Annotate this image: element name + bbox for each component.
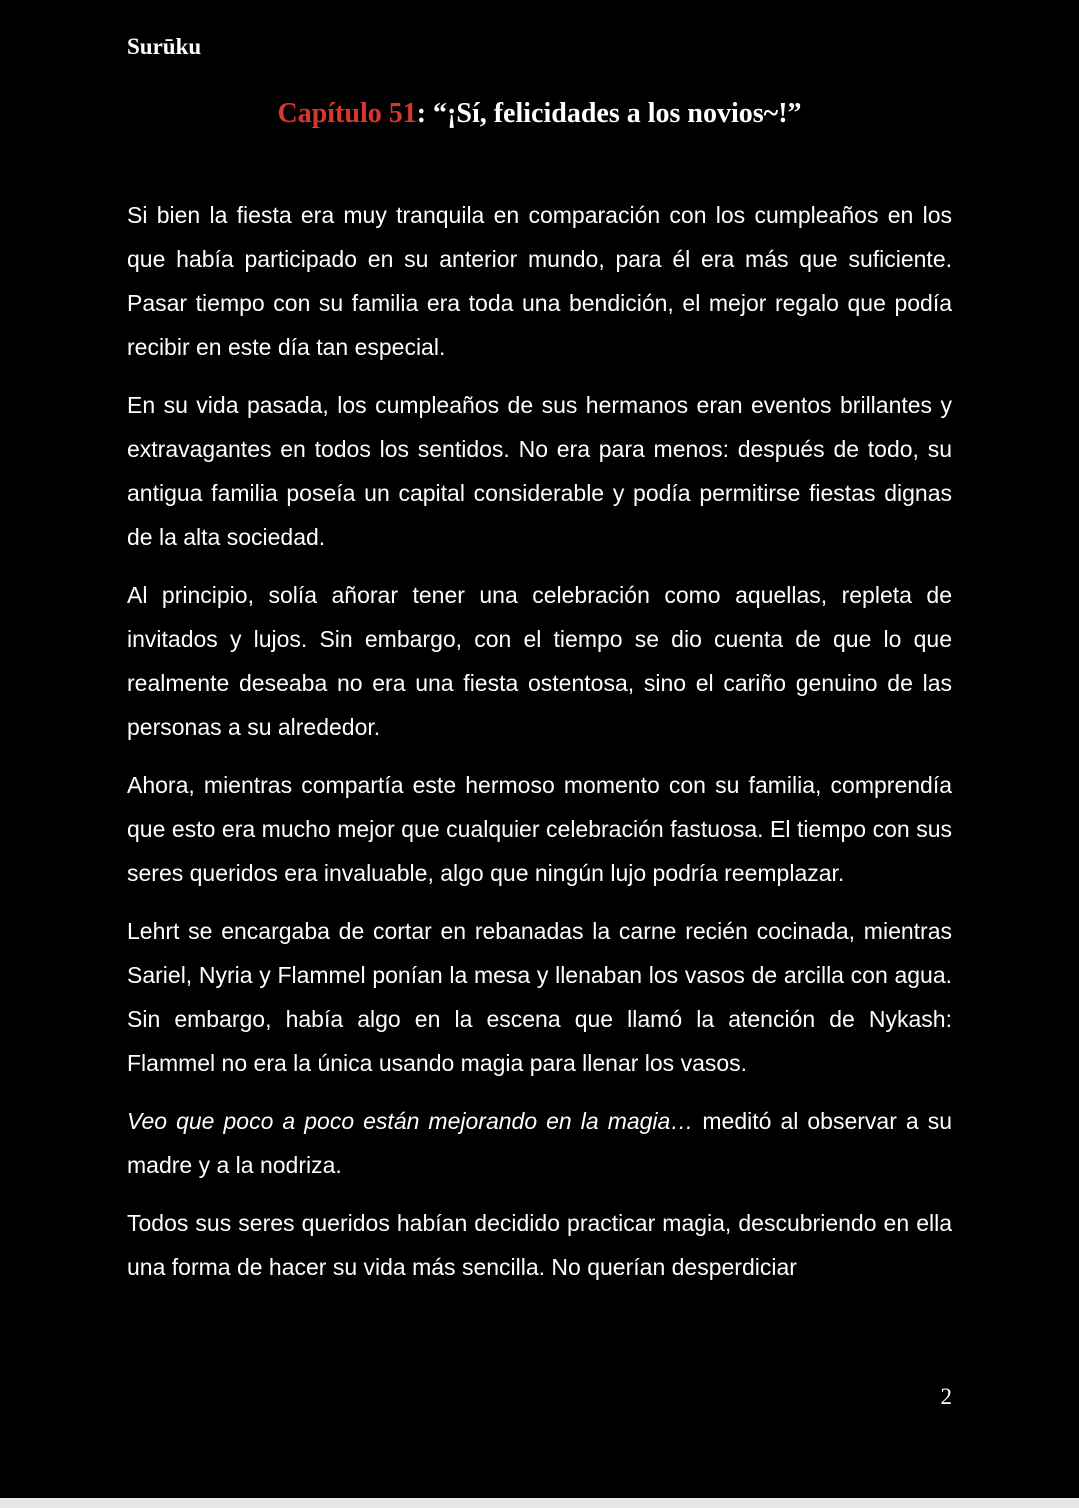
chapter-title-separator: : — [416, 98, 434, 129]
chapter-body — [127, 193, 952, 1303]
chapter-title-text: “¡Sí, felicidades a los novios~!” — [433, 98, 802, 129]
thought-paragraph — [127, 1099, 952, 1187]
paragraph: Si bien la fiesta era muy tranquila en comparación con los cumpleaños en los que había participado en su anterior mundo, para él era más que suficiente. Pasar tiempo con su familia era toda una bendición, el mejor regalo que podía recibir en este día tan especial. — [127, 202, 952, 360]
thought-italic: Veo que poco a poco están mejorando en la magia… — [127, 1108, 694, 1134]
paragraph: Al principio, solía añorar tener una celebración como aquellas, repleta de invitados y lujos. Sin embargo, con el tiempo se dio cuenta de que lo que realmente deseaba no era una fiesta ostentosa, sino el cariño genuino de las personas a su alrededor. — [127, 582, 952, 740]
page-bottom-edge — [0, 1498, 1079, 1508]
thought-rest: meditó al observar a su madre y a la nodriza. — [127, 1108, 952, 1178]
chapter-number: Capítulo 51 — [277, 98, 417, 129]
paragraph: Todos sus seres queridos habían decidido practicar magia, descubriendo en ella una forma de hacer su vida más sencilla. No querían desperdiciar — [127, 1210, 952, 1280]
paragraph: En su vida pasada, los cumpleaños de sus hermanos eran eventos brillantes y extravagantes en todos los sentidos. No era para menos: después de todo, su antigua familia poseía un capital considerable y podía permitirse fiestas dignas de la alta sociedad. — [127, 392, 952, 550]
page-number: 2 — [940, 1384, 952, 1409]
author-header: Surūku — [127, 34, 202, 59]
chapter-title — [0, 96, 1079, 132]
paragraph: Ahora, mientras compartía este hermoso momento con su familia, comprendía que esto era mucho mejor que cualquier celebración fastuosa. El tiempo con sus seres queridos era invaluable, algo que ningún lujo podría reemplazar. — [127, 772, 952, 886]
paragraph: Lehrt se encargaba de cortar en rebanadas la carne recién cocinada, mientras Sariel, Nyria y Flammel ponían la mesa y llenaban los vasos de arcilla con agua. Sin embargo, había algo en la escena que llamó la atención de Nykash: Flammel no era la única usando magia para llenar los vasos. — [127, 918, 952, 1076]
